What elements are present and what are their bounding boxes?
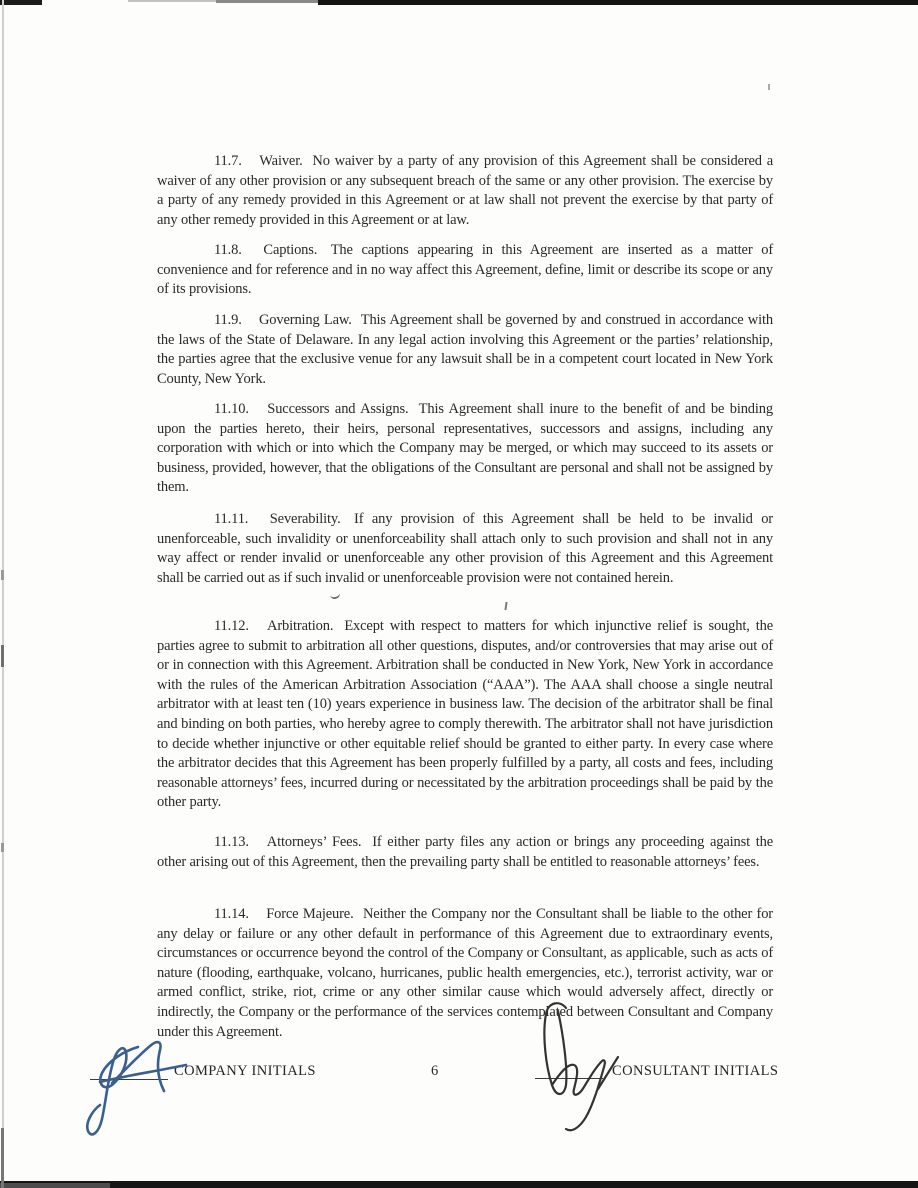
section-number: 11.11. (214, 511, 249, 527)
section-body: The captions appearing in this Agreement are inserted as a matter of convenience and for reference and in no way affect this Agreement, define, limit or describe its scope or any of its provisions. (157, 242, 773, 298)
scan-artifact-speck (504, 602, 507, 610)
section-11-11-severability (157, 510, 773, 588)
section-title: Force Majeure. (266, 906, 354, 922)
scan-artifact-left-dash (1, 843, 4, 852)
consultant-initials-line (535, 1078, 603, 1079)
section-body: Except with respect to matters for which injunctive relief is sought, the parties agree to submit to arbitration all other questions, disputes, and/or controversies that may arise out of or in connection with this Agreement. Arbitration shall be conducted in New York, New York in accordance with the rules of the American Arbitration Association (“AAA”). The AAA shall choose a single neutral arbitrator with at least ten (10) years experience in business law. The decision of the arbitrator shall be final and binding on both parties, who hereby agree to comply therewith. The arbitrator shall not have jurisdiction to decide whether injunctive or other equitable relief should be granted to either party. In every case where the arbitrator decides that this Agreement has been properly fulfilled by a party, all costs and fees, including reasonable attorneys’ fees, incurred during or necessitated by the arbitration proceedings shall be paid by the other party. (157, 618, 773, 811)
section-title: Arbitration. (267, 618, 334, 634)
page-number: 6 (431, 1063, 439, 1079)
scan-artifact-left-dash (1, 570, 4, 580)
section-title: Attorneys’ Fees. (266, 834, 362, 850)
section-11-12-arbitration (157, 617, 773, 813)
consultant-initials-label: CONSULTANT INITIALS (612, 1063, 779, 1079)
section-title: Waiver. (259, 153, 303, 169)
scan-artifact-bottom-bar (0, 1181, 918, 1188)
scan-artifact-left-line (2, 0, 4, 1188)
section-body: If either party files any action or brings any proceeding against the other arising out of this Agreement, then the prevailing party shall be entitled to reasonable attorneys’ fees. (157, 834, 773, 870)
scan-artifact-top-right (318, 0, 918, 5)
section-11-9-governing-law (157, 311, 773, 389)
scan-artifact-bottom-left (0, 1183, 110, 1188)
section-body: Neither the Company nor the Consultant shall be liable to the other for any delay or failure or any other default in performance of this Agreement due to extraordinary events, circumstances or occurrence beyond the control of the Company or Consultant, as applicable, such as acts of nature (flooding, earthquake, volcano, hurricanes, public health emergencies, etc.), terrorist activity, war or armed conflict, strike, riot, crime or any other similar cause which would adversely affect, directly or indirectly, the Company or the performance of the services contemplated between Consultant and Company under this Agreement. (157, 906, 773, 1040)
section-11-13-attorneys-fees (157, 833, 773, 872)
section-number: 11.7. (214, 153, 242, 169)
section-title: Successors and Assigns. (267, 401, 409, 417)
section-title: Captions. (263, 242, 318, 258)
section-11-8-captions (157, 241, 773, 300)
section-number: 11.8. (214, 242, 242, 258)
section-number: 11.9. (214, 312, 242, 328)
section-number: 11.13. (214, 834, 249, 850)
company-initials-label: COMPANY INITIALS (174, 1063, 316, 1079)
section-body: No waiver by a party of any provision of this Agreement shall be considered a waiver of any other provision or any subsequent breach of the same or any other provision. The exercise by a party of any remedy provided in this Agreement or at law shall not prevent the exercise by that party of any other remedy provided in this Agreement or at law. (157, 153, 774, 228)
section-11-7-waiver (157, 152, 773, 230)
scan-artifact-top-faint (128, 0, 216, 2)
section-11-10-successors-assigns (157, 400, 773, 498)
section-body: This Agreement shall inure to the benefit of and be binding upon the parties hereto, their heirs, personal representatives, successors and assigns, including any corporation with which or into which the Company may be merged, or which may succeed to its assets or business, provided, however, that the obligations of the Consultant are personal and shall not be assigned by them. (157, 401, 773, 496)
section-body: This Agreement shall be governed by and construed in accordance with the laws of the State of Delaware. In any legal action involving this Agreement or the parties’ relationship, the parties agree that the exclusive venue for any lawsuit shall be in a competent court located in New York County, New York. (157, 312, 773, 387)
scan-artifact-left-dash (1, 645, 4, 667)
section-body: If any provision of this Agreement shall be held to be invalid or unenforceable, such invalidity or unenforceability shall attach only to such provision and shall not in any way affect or render invalid or unenforceable any other provision of this Agreement and this Agreement shall be carried out as if such invalid or unenforceable provision were not contained herein. (157, 511, 773, 586)
section-number: 11.14. (214, 906, 249, 922)
scan-artifact-top-mid (216, 0, 320, 3)
section-title: Severability. (269, 511, 341, 527)
scan-artifact-top-left (0, 0, 42, 5)
section-number: 11.10. (214, 401, 249, 417)
scan-artifact-speck (768, 84, 770, 90)
section-title: Governing Law. (258, 312, 352, 328)
section-number: 11.12. (214, 618, 249, 634)
scan-artifact-speck (329, 590, 340, 600)
company-initials-signature (80, 1035, 200, 1145)
scan-artifact-left-dash (1, 1128, 4, 1188)
section-11-14-force-majeure (157, 905, 773, 1042)
company-initials-line (90, 1079, 168, 1080)
